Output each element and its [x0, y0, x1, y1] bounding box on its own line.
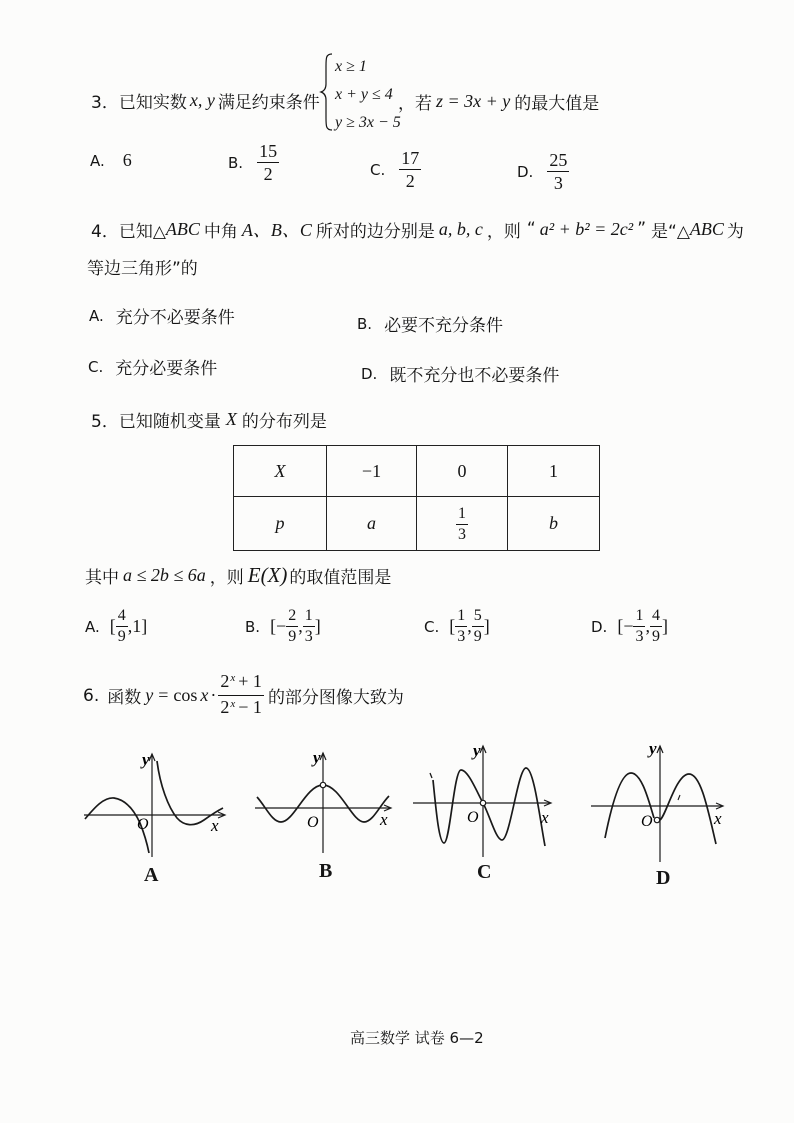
q3-option-b	[228, 141, 279, 184]
q4-condition: a² + b² = 2c²	[539, 218, 634, 239]
fraction-numerator: 17	[401, 148, 420, 168]
graph-b-y-label: y	[313, 748, 321, 767]
table-cell	[417, 497, 508, 551]
graph-c-origin-label: O	[467, 809, 479, 826]
table-row	[234, 446, 600, 497]
q5-expectation: E(X)	[247, 563, 288, 587]
table-cell: p	[234, 497, 327, 551]
option-label: A.	[89, 306, 104, 325]
option-label: B.	[245, 617, 261, 636]
q4-angles: A、B、C	[241, 220, 312, 240]
interval-rest: ,1]	[127, 616, 148, 636]
graph-d-hole	[654, 817, 659, 822]
num-rest: + 1	[238, 671, 262, 691]
option-fraction	[547, 150, 569, 193]
q4-text: 中角	[203, 221, 238, 242]
table-cell: −1	[327, 446, 417, 497]
option-label: A.	[85, 617, 100, 636]
q4-quote-close: ”	[637, 219, 647, 239]
q6-stem-line	[83, 671, 404, 720]
q6-text: 的部分图像大致为	[267, 688, 404, 708]
q4-text: 已知△	[118, 221, 166, 242]
q5-option-d	[591, 607, 668, 646]
q6-text: 函数	[107, 688, 142, 708]
graph-a-y-label: y	[142, 750, 150, 769]
graph-b	[252, 745, 397, 857]
q5-text: 已知随机变量	[118, 412, 221, 432]
table-cell: 0	[417, 446, 508, 497]
graph-c	[410, 740, 555, 860]
fraction-numerator: 1	[303, 607, 315, 627]
interval-open: [	[449, 616, 456, 636]
q4-option-b	[357, 311, 503, 336]
option-label: D.	[361, 364, 378, 383]
graph-a	[80, 745, 230, 863]
q4-quote-open: “	[526, 219, 536, 239]
fraction-numerator: 1	[455, 607, 467, 627]
function-fraction	[218, 671, 264, 720]
q4-number: 4．	[91, 221, 119, 242]
interval-comma: ,	[645, 616, 650, 636]
q5-condition-line	[85, 563, 391, 588]
option-text: 必要不充分条件	[384, 316, 504, 336]
option-label: A.	[90, 151, 105, 170]
graph-c-y-label: y	[473, 741, 481, 760]
graph-c-hole	[480, 800, 485, 805]
table-cell: a	[327, 497, 417, 551]
constraint-system	[335, 53, 401, 137]
fraction-denominator: 9	[288, 628, 297, 645]
option-label: C.	[424, 617, 440, 636]
interval-fraction	[455, 607, 467, 646]
fraction-numerator: 1	[633, 607, 645, 627]
interval-fraction	[303, 607, 315, 646]
fraction-denominator: 3	[458, 526, 466, 543]
option-label: B.	[228, 153, 244, 172]
q4-triangle-name: ABC	[165, 218, 200, 239]
interval-fraction	[116, 607, 128, 646]
option-label: C.	[88, 357, 104, 376]
graph-c-caption: C	[477, 861, 492, 883]
q4-text: 为	[726, 221, 744, 242]
fraction-denominator: 2	[405, 171, 415, 191]
option-value: 6	[122, 150, 132, 170]
option-label: B.	[357, 314, 373, 333]
q3-text: 满足约束条件	[217, 93, 320, 113]
option-fraction	[399, 148, 421, 191]
function-dot: ·	[210, 685, 217, 705]
option-label: C.	[370, 160, 386, 179]
q5-text: 的取值范围是	[289, 568, 392, 588]
q5-text: 的分布列是	[241, 412, 327, 432]
q3-objective: z = 3x + y	[436, 91, 511, 111]
graph-c-x-label: x	[541, 808, 549, 827]
option-text: 充分不必要条件	[115, 308, 235, 328]
fraction-denominator: 3	[457, 628, 466, 645]
constraint-brace	[320, 52, 334, 132]
interval-open: [−	[617, 616, 634, 636]
q4-triangle-name: ABC	[689, 218, 724, 239]
graph-d-curve-right	[660, 774, 716, 844]
fraction-numerator: 4	[116, 607, 128, 627]
fraction-denominator: 9	[473, 628, 482, 645]
q5-variable: X	[225, 409, 237, 429]
option-label: D.	[517, 162, 534, 181]
q3-stem-line	[91, 88, 320, 113]
graph-b-origin-label: O	[307, 814, 319, 831]
q5-number: 5．	[91, 412, 119, 432]
graph-d-stray-mark	[678, 795, 680, 800]
den-base: 2	[220, 697, 230, 717]
graph-b-x-label: x	[380, 810, 388, 829]
graph-a-x-label: x	[211, 816, 219, 835]
interval-close: ]	[314, 616, 321, 636]
graph-c-curve	[433, 768, 545, 846]
q4-stem-line-2	[87, 254, 198, 279]
constraint-line: x ≥ 1	[335, 58, 367, 75]
interval-open: [−	[270, 616, 287, 636]
option-fraction	[257, 141, 279, 184]
q3-text: ，若	[398, 94, 432, 114]
fraction-denominator: 2	[263, 164, 273, 184]
interval-fraction	[286, 607, 298, 646]
q4-text: ，则	[486, 221, 521, 242]
graph-b-hole	[320, 782, 325, 787]
q5-stem-line	[91, 407, 327, 432]
interval-comma: ,	[298, 616, 303, 636]
constraint-line: x + y ≤ 4	[335, 86, 393, 103]
function-cos: cos	[173, 685, 198, 705]
q5-condition: a ≤ 2b ≤ 6a	[123, 565, 206, 585]
table-row	[234, 497, 600, 551]
interval-open: [	[109, 616, 116, 636]
q4-option-c	[88, 354, 217, 379]
q3-option-a	[90, 150, 132, 171]
q6-number: 6.	[83, 685, 100, 706]
interval-close: ]	[661, 616, 668, 636]
q4-text: 等边三角形”的	[87, 259, 198, 279]
interval-fraction	[633, 607, 645, 646]
graph-d-origin-label: O	[641, 813, 653, 830]
table-cell: X	[234, 446, 327, 497]
interval-fraction	[650, 607, 662, 646]
constraint-line: y ≥ 3x − 5	[335, 114, 401, 131]
q4-option-d	[361, 361, 559, 386]
q3-text: 的最大值是	[514, 94, 600, 114]
fraction-denominator: 3	[304, 628, 313, 645]
fraction-denominator: 9	[117, 628, 126, 645]
q4-text: 是“△	[651, 221, 690, 242]
graph-d-y-label: y	[649, 739, 657, 758]
q3-variables: x, y	[189, 90, 215, 110]
fraction-numerator: 25	[549, 150, 568, 170]
fraction-numerator: 5	[472, 607, 484, 627]
table-cell: b	[508, 497, 600, 551]
function-equals: =	[158, 685, 169, 705]
fraction-numerator	[218, 671, 264, 696]
den-rest: − 1	[238, 697, 262, 717]
fraction-denominator	[220, 696, 262, 720]
fraction-denominator: 3	[635, 628, 644, 645]
graph-a-origin-label: O	[137, 816, 149, 833]
q4-text: 所对的边分别是	[315, 221, 435, 242]
q3-stem-tail	[398, 89, 599, 114]
fraction-denominator: 9	[651, 628, 660, 645]
function-lhs: y	[145, 685, 154, 705]
option-label: D.	[591, 617, 608, 636]
interval-comma: ,	[467, 616, 472, 636]
graph-c-stray-mark	[430, 773, 432, 778]
q5-option-b	[245, 607, 321, 646]
interval-close: ]	[483, 616, 490, 636]
interval-fraction	[472, 607, 484, 646]
graph-a-caption: A	[144, 864, 159, 886]
cell-fraction	[456, 505, 468, 544]
q4-stem-line-1	[91, 216, 744, 242]
option-text: 充分必要条件	[115, 359, 218, 379]
fraction-denominator: 3	[553, 173, 563, 193]
q3-number: 3．	[91, 93, 119, 113]
fraction-numerator: 2	[286, 607, 298, 627]
distribution-table	[233, 445, 600, 551]
option-text: 既不充分也不必要条件	[389, 366, 560, 386]
num-base: 2	[220, 671, 230, 691]
q4-sides: a, b, c	[438, 218, 483, 239]
graph-b-caption: B	[319, 860, 333, 882]
q4-option-a	[89, 303, 235, 328]
q5-text: 其中	[85, 568, 119, 588]
graph-d-caption: D	[656, 867, 671, 889]
den-exponent: x	[230, 698, 236, 710]
fraction-numerator: 15	[259, 141, 278, 161]
q5-option-a	[85, 607, 147, 646]
page-footer: 高三数学 试卷 6—2	[350, 1029, 484, 1047]
graph-d	[588, 740, 728, 865]
graph-d-x-label: x	[714, 809, 722, 828]
table-cell: 1	[508, 446, 600, 497]
function-arg: x	[200, 685, 209, 705]
q3-text: 已知实数	[118, 93, 187, 113]
fraction-numerator: 4	[650, 607, 662, 627]
fraction-numerator: 1	[456, 505, 468, 525]
q3-option-c	[370, 148, 421, 191]
q3-option-d	[517, 150, 569, 193]
num-exponent: x	[230, 672, 236, 684]
q5-text: ，则	[209, 568, 244, 588]
q5-option-c	[424, 607, 490, 646]
